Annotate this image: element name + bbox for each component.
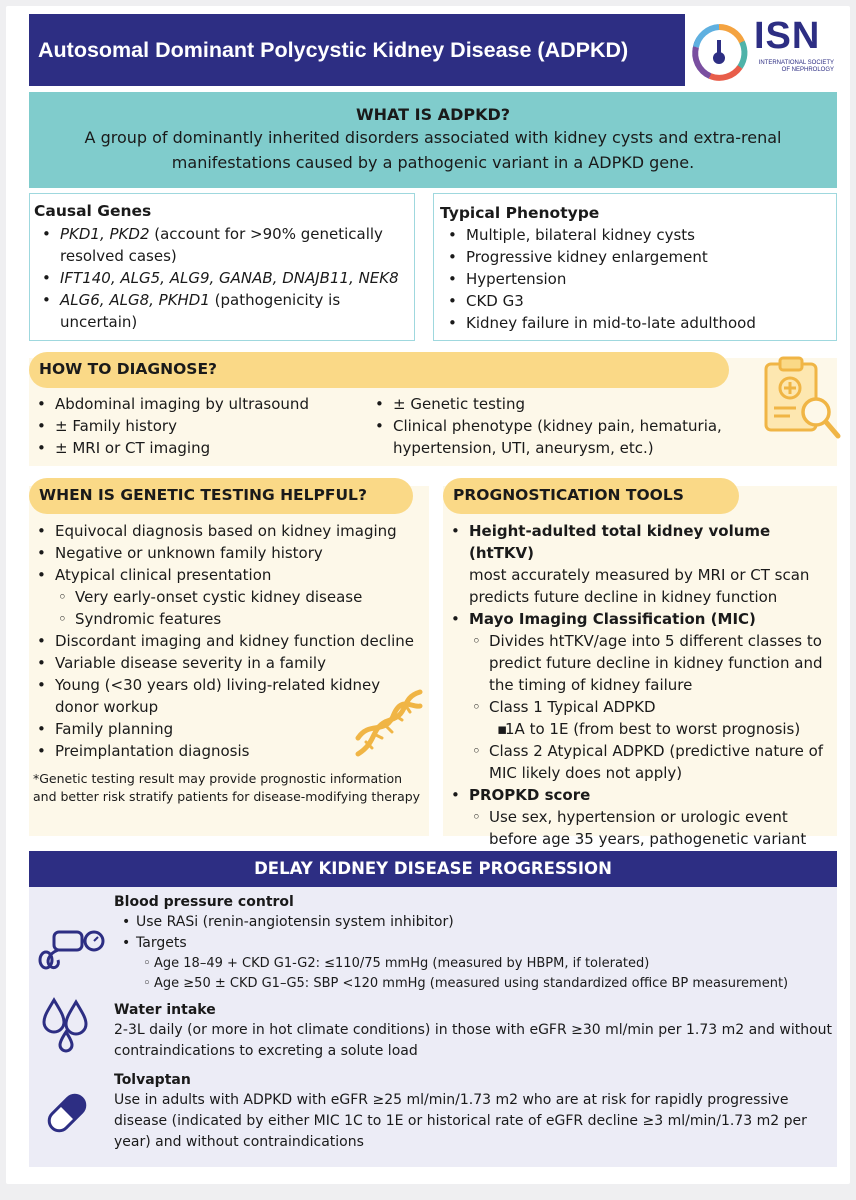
diagnose-heading: HOW TO DIAGNOSE? <box>39 360 218 378</box>
genetic-item: • Variable disease severity in a family <box>29 652 429 674</box>
htkv-body: most accurately measured by MRI or CT scan predicts future decline in kidney function <box>469 566 810 606</box>
isn-logo <box>688 12 838 96</box>
tolvaptan-title: Tolvaptan <box>114 1072 191 1088</box>
causal-genes-box <box>29 193 415 341</box>
title-bar <box>29 14 685 86</box>
prog-item-htkv <box>443 520 837 608</box>
genetic-testing-list <box>29 520 429 806</box>
mic-subitem: ◦ Class 2 Atypical ADPKD (predictive nature of MIC likely does not apply) <box>443 740 837 784</box>
prognostication-list <box>443 520 837 850</box>
prog-item-propkd <box>443 784 837 806</box>
genetic-subitem: ◦ Very early-onset cystic kidney disease <box>29 586 429 608</box>
what-is-body: A group of dominantly inherited disorders associated with kidney cysts and extra-renal manifestations caused by a pathogenic variant in a ADPKD gene. <box>84 128 782 172</box>
gene-names: ALG6, ALG8, PKHD1 <box>60 291 210 309</box>
genetic-item: • Negative or unknown family history <box>29 542 429 564</box>
bp-item: • Use RASi (renin-angiotensin system inhibitor) <box>114 912 834 933</box>
gene-names: IFT140, ALG5, ALG9, GANAB, DNAJB11, NEK8 <box>60 269 399 287</box>
phenotype-item: • Progressive kidney enlargement <box>440 246 828 268</box>
mic-subitem: ◦ Class 1 Typical ADPKD <box>443 696 837 718</box>
diagnose-heading-pill <box>29 352 729 388</box>
genetic-testing-note: *Genetic testing result may provide prognostic information and better risk stratify patients for disease-modifying therapy <box>33 771 421 804</box>
delay-content <box>114 892 834 1153</box>
prog-item-mic <box>443 608 837 630</box>
page-title: Autosomal Dominant Polycystic Kidney Disease (ADPKD) <box>38 38 629 62</box>
causal-genes-heading: Causal Genes <box>34 202 152 220</box>
gene-note: (pathogenicity is uncertain) <box>60 291 341 331</box>
genetic-item: • Discordant imaging and kidney function decline <box>29 630 429 652</box>
genetic-subitem: ◦ Syndromic features <box>29 608 429 630</box>
mic-subsubitem: ▪ 1A to 1E (from best to worst prognosis) <box>443 718 837 740</box>
typical-phenotype-heading: Typical Phenotype <box>440 204 600 222</box>
gene-note: (account for >90% genetically resolved cases) <box>60 225 383 265</box>
what-is-heading: WHAT IS ADPKD? <box>355 105 511 124</box>
diagnose-item: • ± Family history <box>29 415 359 437</box>
genetic-item: • Atypical clinical presentation <box>29 564 429 586</box>
phenotype-item: • CKD G3 <box>440 290 828 312</box>
gene-item <box>34 267 406 289</box>
pill-capsule-icon <box>42 1088 92 1138</box>
mic-subitem: ◦ Divides htTKV/age into 5 different classes to predict future decline in kidney function and the timing of kidney failure <box>443 630 837 696</box>
genetic-item: • Family planning <box>29 718 429 740</box>
propkd-subitem: ◦ Use sex, hypertension or urologic event before age 35 years, pathogenetic variant <box>443 806 837 850</box>
diagnose-list-right <box>367 393 737 459</box>
diagnose-item: • ± Genetic testing <box>367 393 737 415</box>
logo-text: ISN <box>754 15 821 57</box>
what-is-section <box>29 92 837 188</box>
clipboard-magnifier-icon <box>756 350 842 446</box>
gene-item <box>34 289 406 333</box>
infographic-page <box>6 6 850 1184</box>
logo-subtext: INTERNATIONAL SOCIETY OF NEPHROLOGY <box>758 60 834 73</box>
bp-target: ◦ Age ≥50 ± CKD G1–G5: SBP <120 mmHg (measured using standardized office BP measurement) <box>114 974 834 994</box>
prognostication-heading-pill <box>443 478 739 514</box>
mic-title: Mayo Imaging Classification (MIC) <box>469 610 756 628</box>
phenotype-item: • Multiple, bilateral kidney cysts <box>440 224 828 246</box>
genetic-item: • Preimplantation diagnosis <box>29 740 429 762</box>
gene-names: PKD1, PKD2 <box>60 225 150 243</box>
genetic-item: • Equivocal diagnosis based on kidney imaging <box>29 520 429 542</box>
gene-item <box>34 223 406 267</box>
diagnose-item: • ± MRI or CT imaging <box>29 437 359 459</box>
phenotype-item: • Hypertension <box>440 268 828 290</box>
propkd-title: PROPKD score <box>469 786 591 804</box>
prognostication-heading: PROGNOSTICATION TOOLS <box>453 486 684 504</box>
diagnose-item: • Clinical phenotype (kidney pain, hematuria, hypertension, UTI, aneurysm, etc.) <box>367 415 737 459</box>
diagnose-list-left <box>29 393 359 459</box>
isn-logo-icon <box>688 12 750 92</box>
genetic-testing-heading: WHEN IS GENETIC TESTING HELPFUL? <box>39 486 367 504</box>
bp-title: Blood pressure control <box>114 894 294 910</box>
water-body: 2-3L daily (or more in hot climate conditions) in those with eGFR ≥30 ml/min per 1.73 m2 and without contraindications to excreting a solute load <box>114 1022 832 1059</box>
phenotype-item: • Kidney failure in mid-to-late adulthood <box>440 312 828 334</box>
blood-pressure-cuff-icon <box>36 924 110 974</box>
delay-heading: DELAY KIDNEY DISEASE PROGRESSION <box>254 859 612 878</box>
water-drops-icon <box>40 996 92 1054</box>
tolvaptan-body: Use in adults with ADPKD with eGFR ≥25 ml/min/1.73 m2 who are at risk for rapidly progressive disease (indicated by either MIC 1C to 1E or historical rate of eGFR decline ≥3 ml/min/1.73 m2 per year) and without contraindications <box>114 1092 807 1150</box>
diagnose-item: • Abdominal imaging by ultrasound <box>29 393 359 415</box>
dna-icon <box>350 686 426 762</box>
bp-target: ◦ Age 18–49 + CKD G1-G2: ≤110/75 mmHg (measured by HBPM, if tolerated) <box>114 954 834 974</box>
genetic-item: • Young (<30 years old) living-related kidney donor workup <box>29 674 399 718</box>
genetic-testing-heading-pill <box>29 478 413 514</box>
typical-phenotype-box <box>433 193 837 341</box>
water-title: Water intake <box>114 1002 216 1018</box>
htkv-title: Height-adulted total kidney volume (htTKV) <box>469 522 771 562</box>
delay-heading-bar <box>29 851 837 887</box>
bp-item: • Targets <box>114 933 834 954</box>
